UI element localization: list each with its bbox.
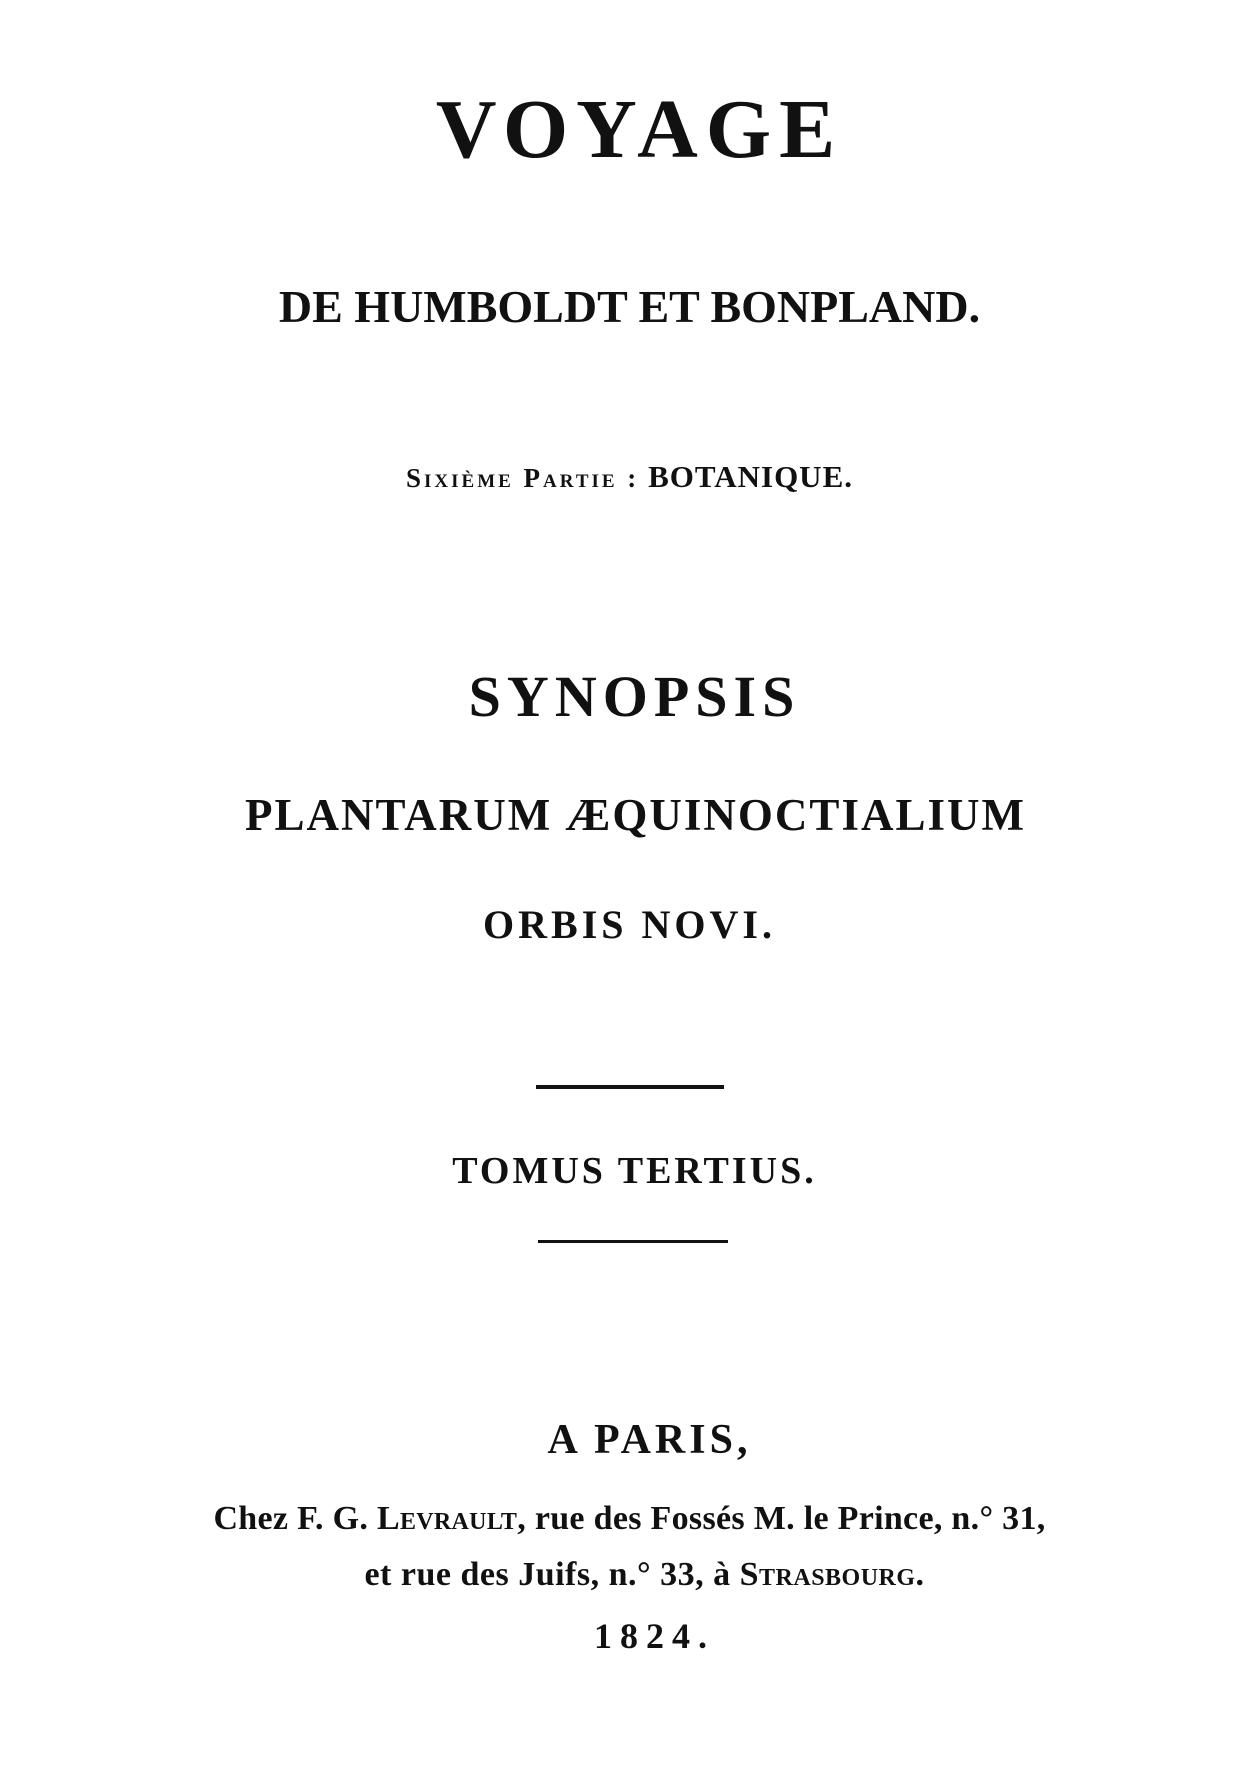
- imprint-line2-prefix: et rue des Juifs, n.° 33, à: [364, 1556, 740, 1593]
- work-title: SYNOPSIS: [468, 664, 801, 729]
- section-subject: BOTANIQUE.: [648, 459, 853, 494]
- imprint-line1-suffix: , rue des Fossés M. le Prince, n.° 31,: [517, 1500, 1046, 1537]
- divider-rule-top: [536, 1085, 724, 1089]
- work-subtitle-2: ORBIS NOVI.: [483, 902, 776, 947]
- imprint-address-line: [0, 1558, 1259, 1592]
- section-label: Sixième Partie :: [406, 463, 640, 493]
- imprint-line1-prefix: Chez F. G.: [213, 1500, 377, 1537]
- section-line: [0, 461, 1259, 492]
- authors-line: DE HUMBOLDT ET BONPLAND.: [278, 281, 981, 332]
- work-subtitle-1: PLANTARUM ÆQUINOCTIALIUM: [245, 790, 1026, 840]
- imprint-city: A PARIS,: [547, 1417, 752, 1463]
- imprint-second-city: Strasbourg: [739, 1556, 916, 1593]
- imprint-year: 1824.: [594, 1616, 715, 1656]
- main-title: VOYAGE: [435, 83, 844, 176]
- divider-rule-bottom: [538, 1240, 728, 1243]
- volume-line: TOMUS TERTIUS.: [452, 1150, 817, 1192]
- imprint-line2-suffix: .: [915, 1556, 925, 1593]
- imprint-publisher-line: [0, 1502, 1259, 1536]
- imprint-publisher-name: Levrault: [377, 1500, 518, 1537]
